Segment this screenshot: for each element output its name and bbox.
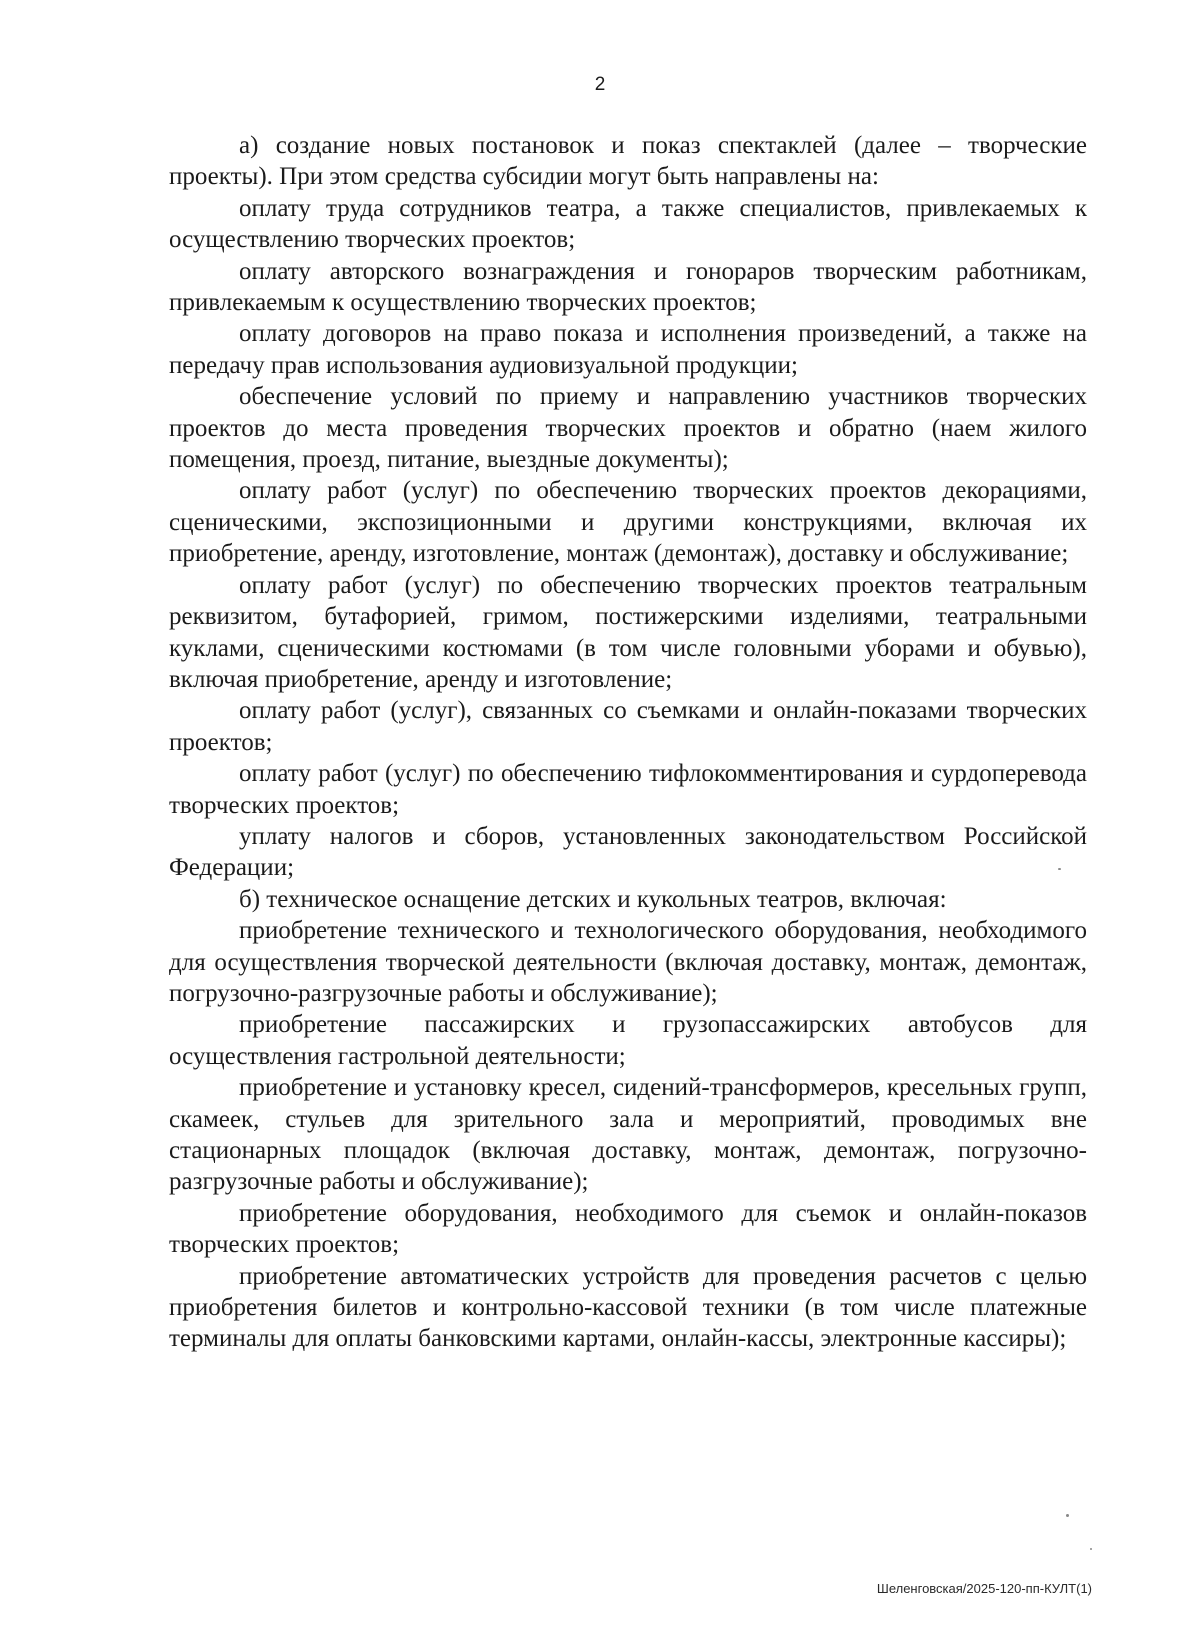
paragraph: оплату труда сотрудников театра, а также специалистов, привлекаемых к осуществлению творческих проектов; [169, 194, 1087, 254]
paragraph: оплату работ (услуг) по обеспечению тифлокомментирования и сурдоперевода творческих проектов; [169, 760, 1087, 819]
page-number: 2 [594, 74, 606, 95]
paragraph: приобретение технического и технологического оборудования, необходимого для осуществления творческой деятельности (включая доставку, монтаж, демонтаж, погрузочно-разгрузочные работы и обслуживание); [169, 917, 1087, 1007]
paragraph: приобретение пассажирских и грузопассажирских автобусов для осуществления гастрольной деятельности; [169, 1011, 1087, 1070]
scan-speck [1058, 868, 1061, 870]
paragraph: обеспечение условий по приему и направлению участников творческих проектов до места проведения творческих проектов и обратно (наем жилого помещения, проезд, питание, выездные документы); [169, 383, 1087, 474]
paragraph: оплату работ (услуг) по обеспечению творческих проектов театральным реквизитом, бутафорией, гримом, постижерскими изделиями, театральными куклами, сценическими костюмами (в том числе головными уборами и обувью), включая приобретение, аренду и изготовление; [169, 571, 1087, 693]
document-footer-id: Шеленговская/2025-120-пп-КУЛТ(1) [876, 1581, 1092, 1596]
paragraph: приобретение автоматических устройств для проведения расчетов с целью приобретения билетов и контрольно-кассовой техники (в том числе платежные терминалы для оплаты банковскими картами, онлайн-кассы, электронные кассиры); [169, 1262, 1087, 1353]
paragraph: приобретение и установку кресел, сидений-трансформеров, кресельных групп, скамеек, стульев для зрительного зала и мероприятий, проводимых вне стационарных площадок (включая доставку, монтаж, демонтаж, погрузочно-разгрузочные работы и обслуживание); [169, 1074, 1087, 1196]
scan-speck [1090, 1548, 1092, 1550]
paragraph: оплату договоров на право показа и исполнения произведений, а также на передачу прав использования аудиовизуальной продукции; [169, 320, 1087, 379]
paragraph: приобретение оборудования, необходимого для съемок и онлайн-показов творческих проектов; [169, 1199, 1087, 1259]
paragraph: а) создание новых постановок и показ спектаклей (далее – творческие проекты). При этом средства субсидии могут быть направлены на: [169, 132, 1087, 191]
paragraph: уплату налогов и сборов, установленных законодательством Российской Федерации; [169, 822, 1087, 882]
paragraph: оплату работ (услуг), связанных со съемками и онлайн-показами творческих проектов; [169, 697, 1087, 756]
paragraph: оплату работ (услуг) по обеспечению творческих проектов декорациями, сценическими, экспозиционными и другими конструкциями, включая их приобретение, аренду, изготовление, монтаж (демонтаж), доставку и обслуживание; [169, 477, 1087, 568]
paragraph: оплату авторского вознаграждения и гонораров творческим работникам, привлекаемым к осуществлению творческих проектов; [169, 257, 1087, 317]
scan-speck [1066, 1514, 1069, 1517]
document-body [169, 130, 1087, 1355]
paragraph: б) техническое оснащение детских и кукольных театров, включая: [239, 885, 947, 913]
